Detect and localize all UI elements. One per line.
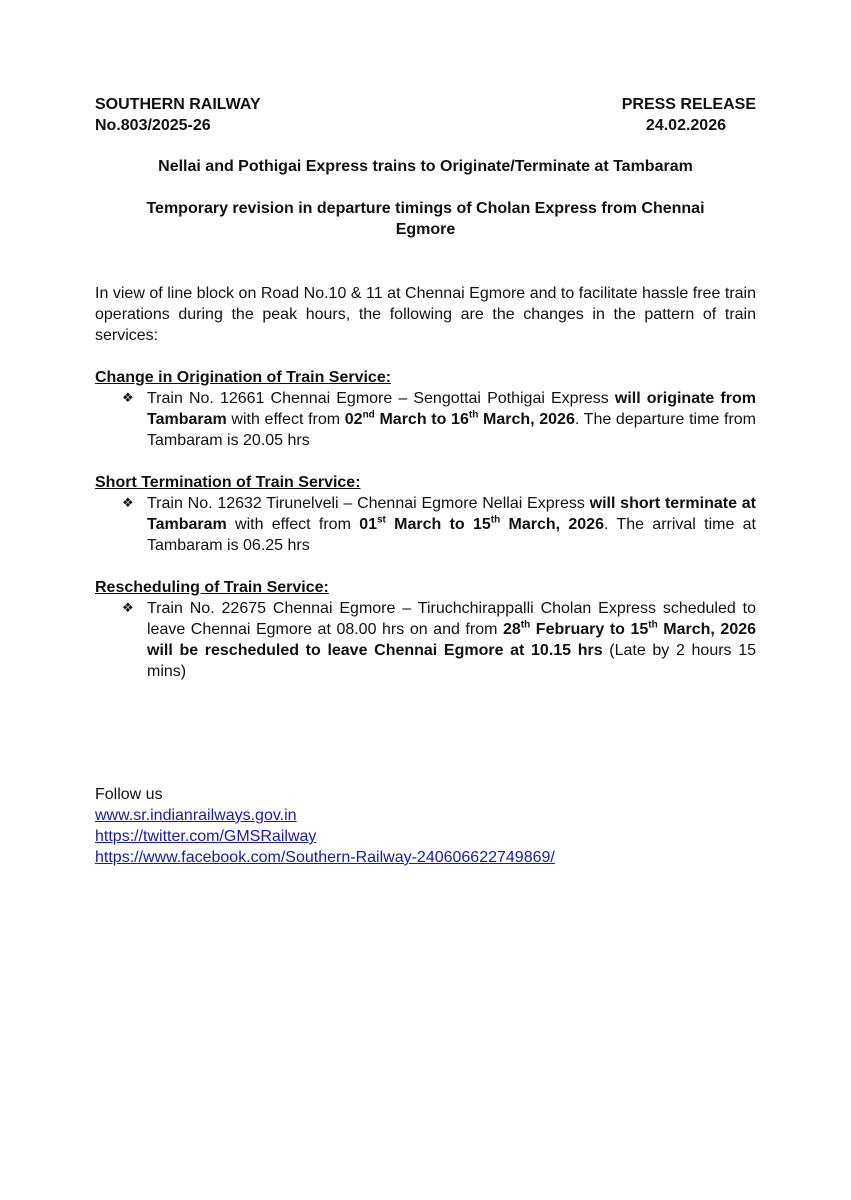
- header-row-1: [95, 94, 756, 115]
- doc-type: PRESS RELEASE: [621, 96, 756, 113]
- press-subtitle: Temporary revision in departure timings of Cholan Express from Chennai Egmore: [146, 200, 705, 238]
- list-item: [95, 388, 756, 451]
- bullet-text: Train No. 12632 Tirunelveli – Chennai Egmore Nellai Express will short terminate at Tambaram with effect from 01st March to 15th March, 2026. The arrival time at Tambaram is 06.25 hrs: [147, 495, 756, 554]
- follow-us-label: Follow us: [95, 786, 163, 803]
- twitter-link[interactable]: https://twitter.com/GMSRailway: [95, 828, 317, 845]
- org-name: SOUTHERN RAILWAY: [95, 96, 261, 113]
- bullet-text: Train No. 22675 Chennai Egmore – Tiruchchirappalli Cholan Express scheduled to leave Chennai Egmore at 08.00 hrs on and from 28th February to 15th March, 2026 will be rescheduled to leave Chennai Egmore at 10.15 hrs (Late by 2 hours 15 mins): [147, 600, 757, 680]
- bullet-text: Train No. 12661 Chennai Egmore – Sengottai Pothigai Express will originate from Tambaram with effect from 02nd March to 16th March, 2026. The departure time from Tambaram is 20.05 hrs: [147, 390, 757, 449]
- list-item: [95, 493, 756, 556]
- website-link[interactable]: www.sr.indianrailways.gov.in: [95, 807, 297, 824]
- section-heading-origination: Change in Origination of Train Service:: [95, 369, 392, 386]
- section-heading-rescheduling: Rescheduling of Train Service:: [95, 579, 329, 596]
- release-date: 24.02.2026: [645, 117, 726, 134]
- follow-us-block: [95, 784, 756, 868]
- section-heading-termination: Short Termination of Train Service:: [95, 474, 361, 491]
- intro-paragraph: In view of line block on Road No.10 & 11 at Chennai Egmore and to facilitate hassle free train operations during the peak hours, the following are the changes in the pattern of train services:: [95, 285, 756, 344]
- press-release-page: [95, 94, 756, 868]
- press-title: Nellai and Pothigai Express trains to Originate/Terminate at Tambaram: [158, 158, 693, 175]
- diamond-bullet-icon: ❖: [122, 391, 134, 406]
- list-item: [95, 598, 756, 682]
- diamond-bullet-icon: ❖: [122, 496, 134, 511]
- reference-number: No.803/2025-26: [95, 117, 211, 134]
- header-row-2: [95, 115, 756, 136]
- facebook-link[interactable]: https://www.facebook.com/Southern-Railway-240606622749869/: [95, 849, 555, 866]
- diamond-bullet-icon: ❖: [122, 601, 134, 616]
